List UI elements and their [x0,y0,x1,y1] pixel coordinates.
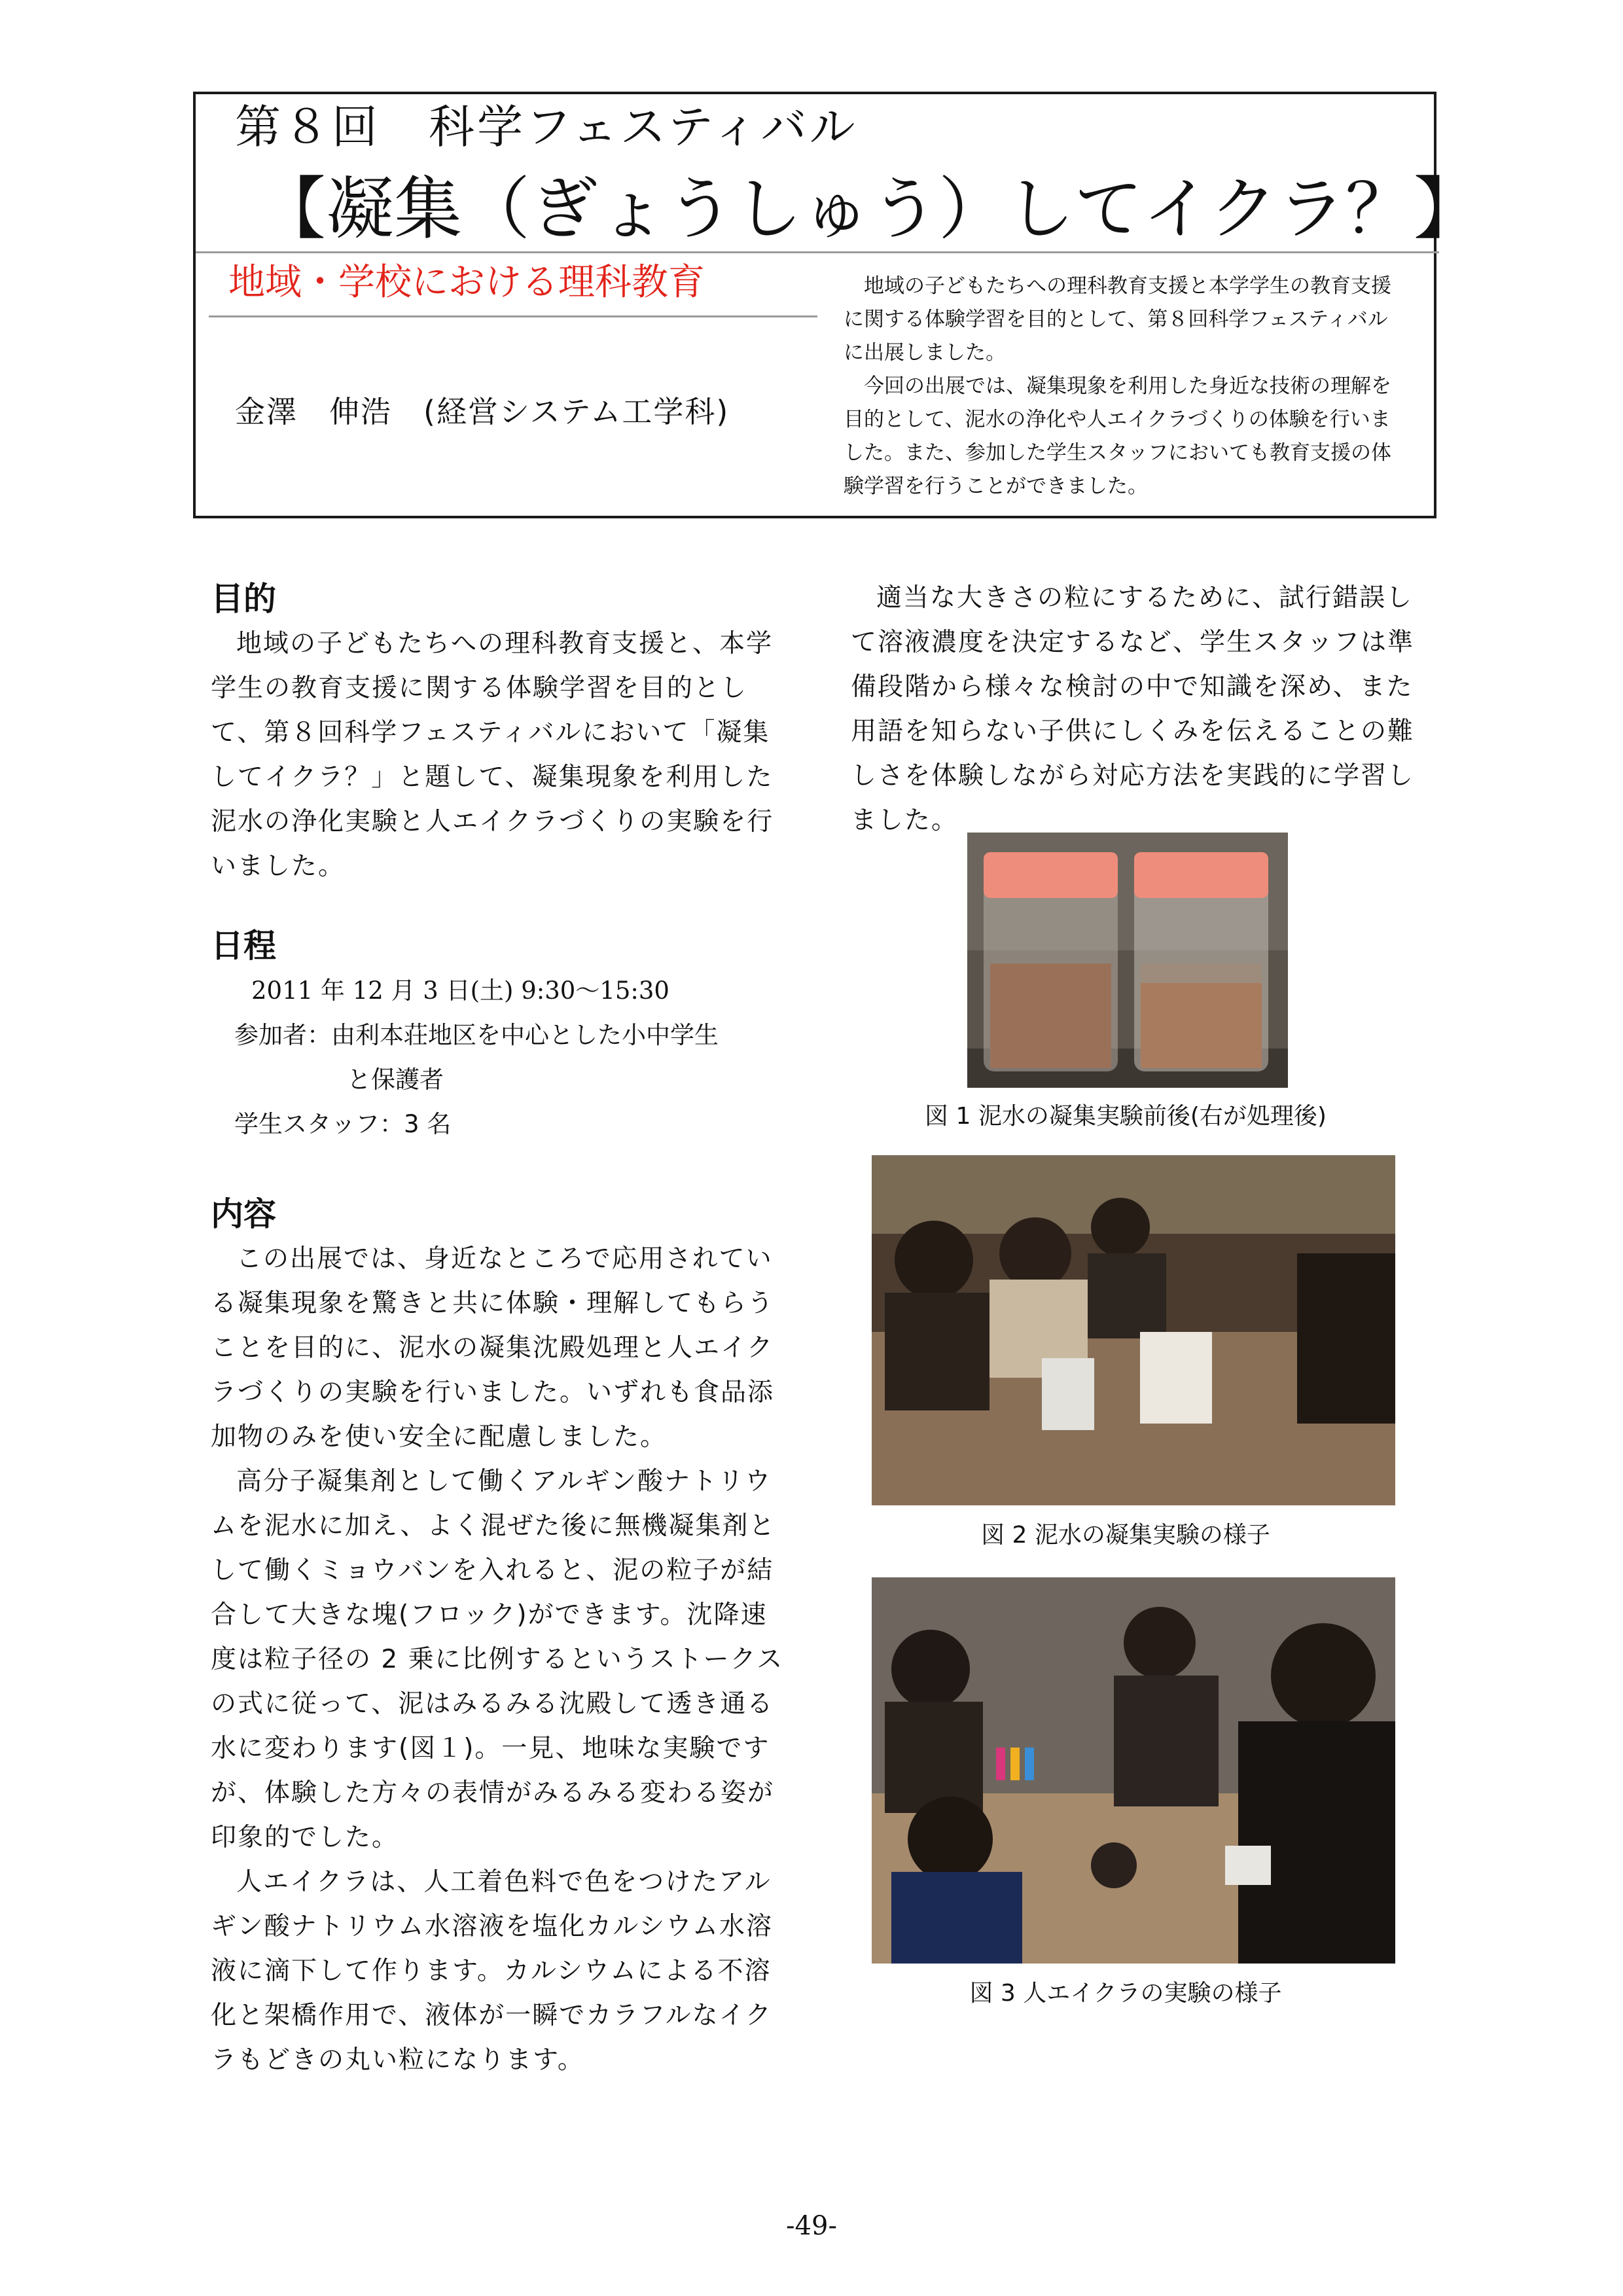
figure-1-caption: 図 1 泥水の凝集実験前後(右が処理後) [925,1103,1327,1130]
page-number: -49- [786,2211,837,2241]
purpose-text: 地域の子どもたちへの理科教育支援と、本学学生の教育支援に関する体験学習を目的として、第８回科学フェスティバルにおいて「凝集してイクラ？」と題して、凝集現象を利用した泥水の浄化実験と人エイクラづくりの実験を行いました。 [211,629,774,881]
abstract-paragraph: 今回の出展では、凝集現象を利用した身近な技術の理解を目的として、泥水の浄化や人エイクラづくりの体験を行いました。また、参加した学生スタッフにおいても教育支援の体験学習を行うことができました。 [844,374,1391,498]
schedule-block [211,969,787,1147]
participants-text-cont: と保護者 [347,1066,444,1094]
content-paragraph: 人エイクラは、人工着色料で色をつけたアルギン酸ナトリウム水溶液を塩化カルシウム水溶液に滴下して作ります。カルシウムによる不溶化と架橋作用で、液体が一瞬でカラフルなイクラもどきの丸い粒になります。 [211,1867,773,2075]
schedule-date: 2011 年 12 月 3 日(土) 9:30～15:30 [251,977,669,1005]
figure-1-photo [967,833,1288,1088]
purpose-text-block [211,622,787,889]
figure-3-caption: 図 3 人エイクラの実験の様子 [969,1980,1282,2007]
header-box [193,92,1482,518]
subtitle: 地域・学校における理科教育 [228,261,705,304]
series-title: 第８回 科学フェスティバル [235,100,858,154]
main-title: 【凝集（ぎょうしゅう）してイクラ？】 [258,169,1482,249]
participants-label: 参加者： [234,1021,331,1049]
staff-line: 学生スタッフ：3 名 [234,1110,452,1138]
right-paragraph: 適当な大きさの粒にするために、試行錯誤して溶液濃度を決定するなど、学生スタッフは準備段階から様々な検討の中で知識を深め、また用語を知らない子供にしくみを伝えることの難しさを体験しながら対応方法を実践的に学習しました。 [851,583,1415,835]
figure-3-photo [872,1577,1395,1964]
author: 金澤 伸浩 (経営システム工学科) [235,394,730,429]
abstract-paragraph: 地域の子どもたちへの理科教育支援と本学学生の教育支援に関する体験学習を目的として、第８回科学フェスティバルに出展しました。 [844,274,1391,365]
content-text-block [211,1237,787,2083]
right-column [851,576,1427,843]
content-paragraph: 高分子凝集剤として働くアルギン酸ナトリウムを泥水に加え、よく混ぜた後に無機凝集剤として働くミョウバンを入れると、泥の粒子が結合して大きな塊(フロック)ができます。沈降速度は粒子径の 2 乗に比例するというストークスの式に従って、泥はみるみる沈殿して透き通る水に変わります(図１)。一見、地味な実験ですが、体験した方々の表情がみるみる変わる姿が印象的でした。 [211,1467,784,1852]
participants-text: 由利本荘地区を中心とした小中学生 [331,1021,719,1049]
title-divider [196,251,1439,253]
purpose-heading: 目的 [211,580,276,618]
content-section [211,1191,787,2083]
content-heading: 内容 [211,1195,276,1233]
schedule-section [211,923,787,1147]
left-column [211,576,787,889]
subtitle-divider [209,315,817,317]
figure-2-caption: 図 2 泥水の凝集実験の様子 [981,1522,1270,1549]
participants-line [211,1013,787,1058]
schedule-heading: 日程 [211,927,276,965]
figure-2-photo [872,1155,1395,1505]
abstract [844,270,1406,503]
content-paragraph: この出展では、身近なところで応用されている凝集現象を驚きと共に体験・理解してもらうことを目的に、泥水の凝集沈殿処理と人エイクラづくりの実験を行いました。いずれも食品添加物のみを使い安全に配慮しました。 [211,1244,775,1452]
right-text-block [851,576,1427,843]
